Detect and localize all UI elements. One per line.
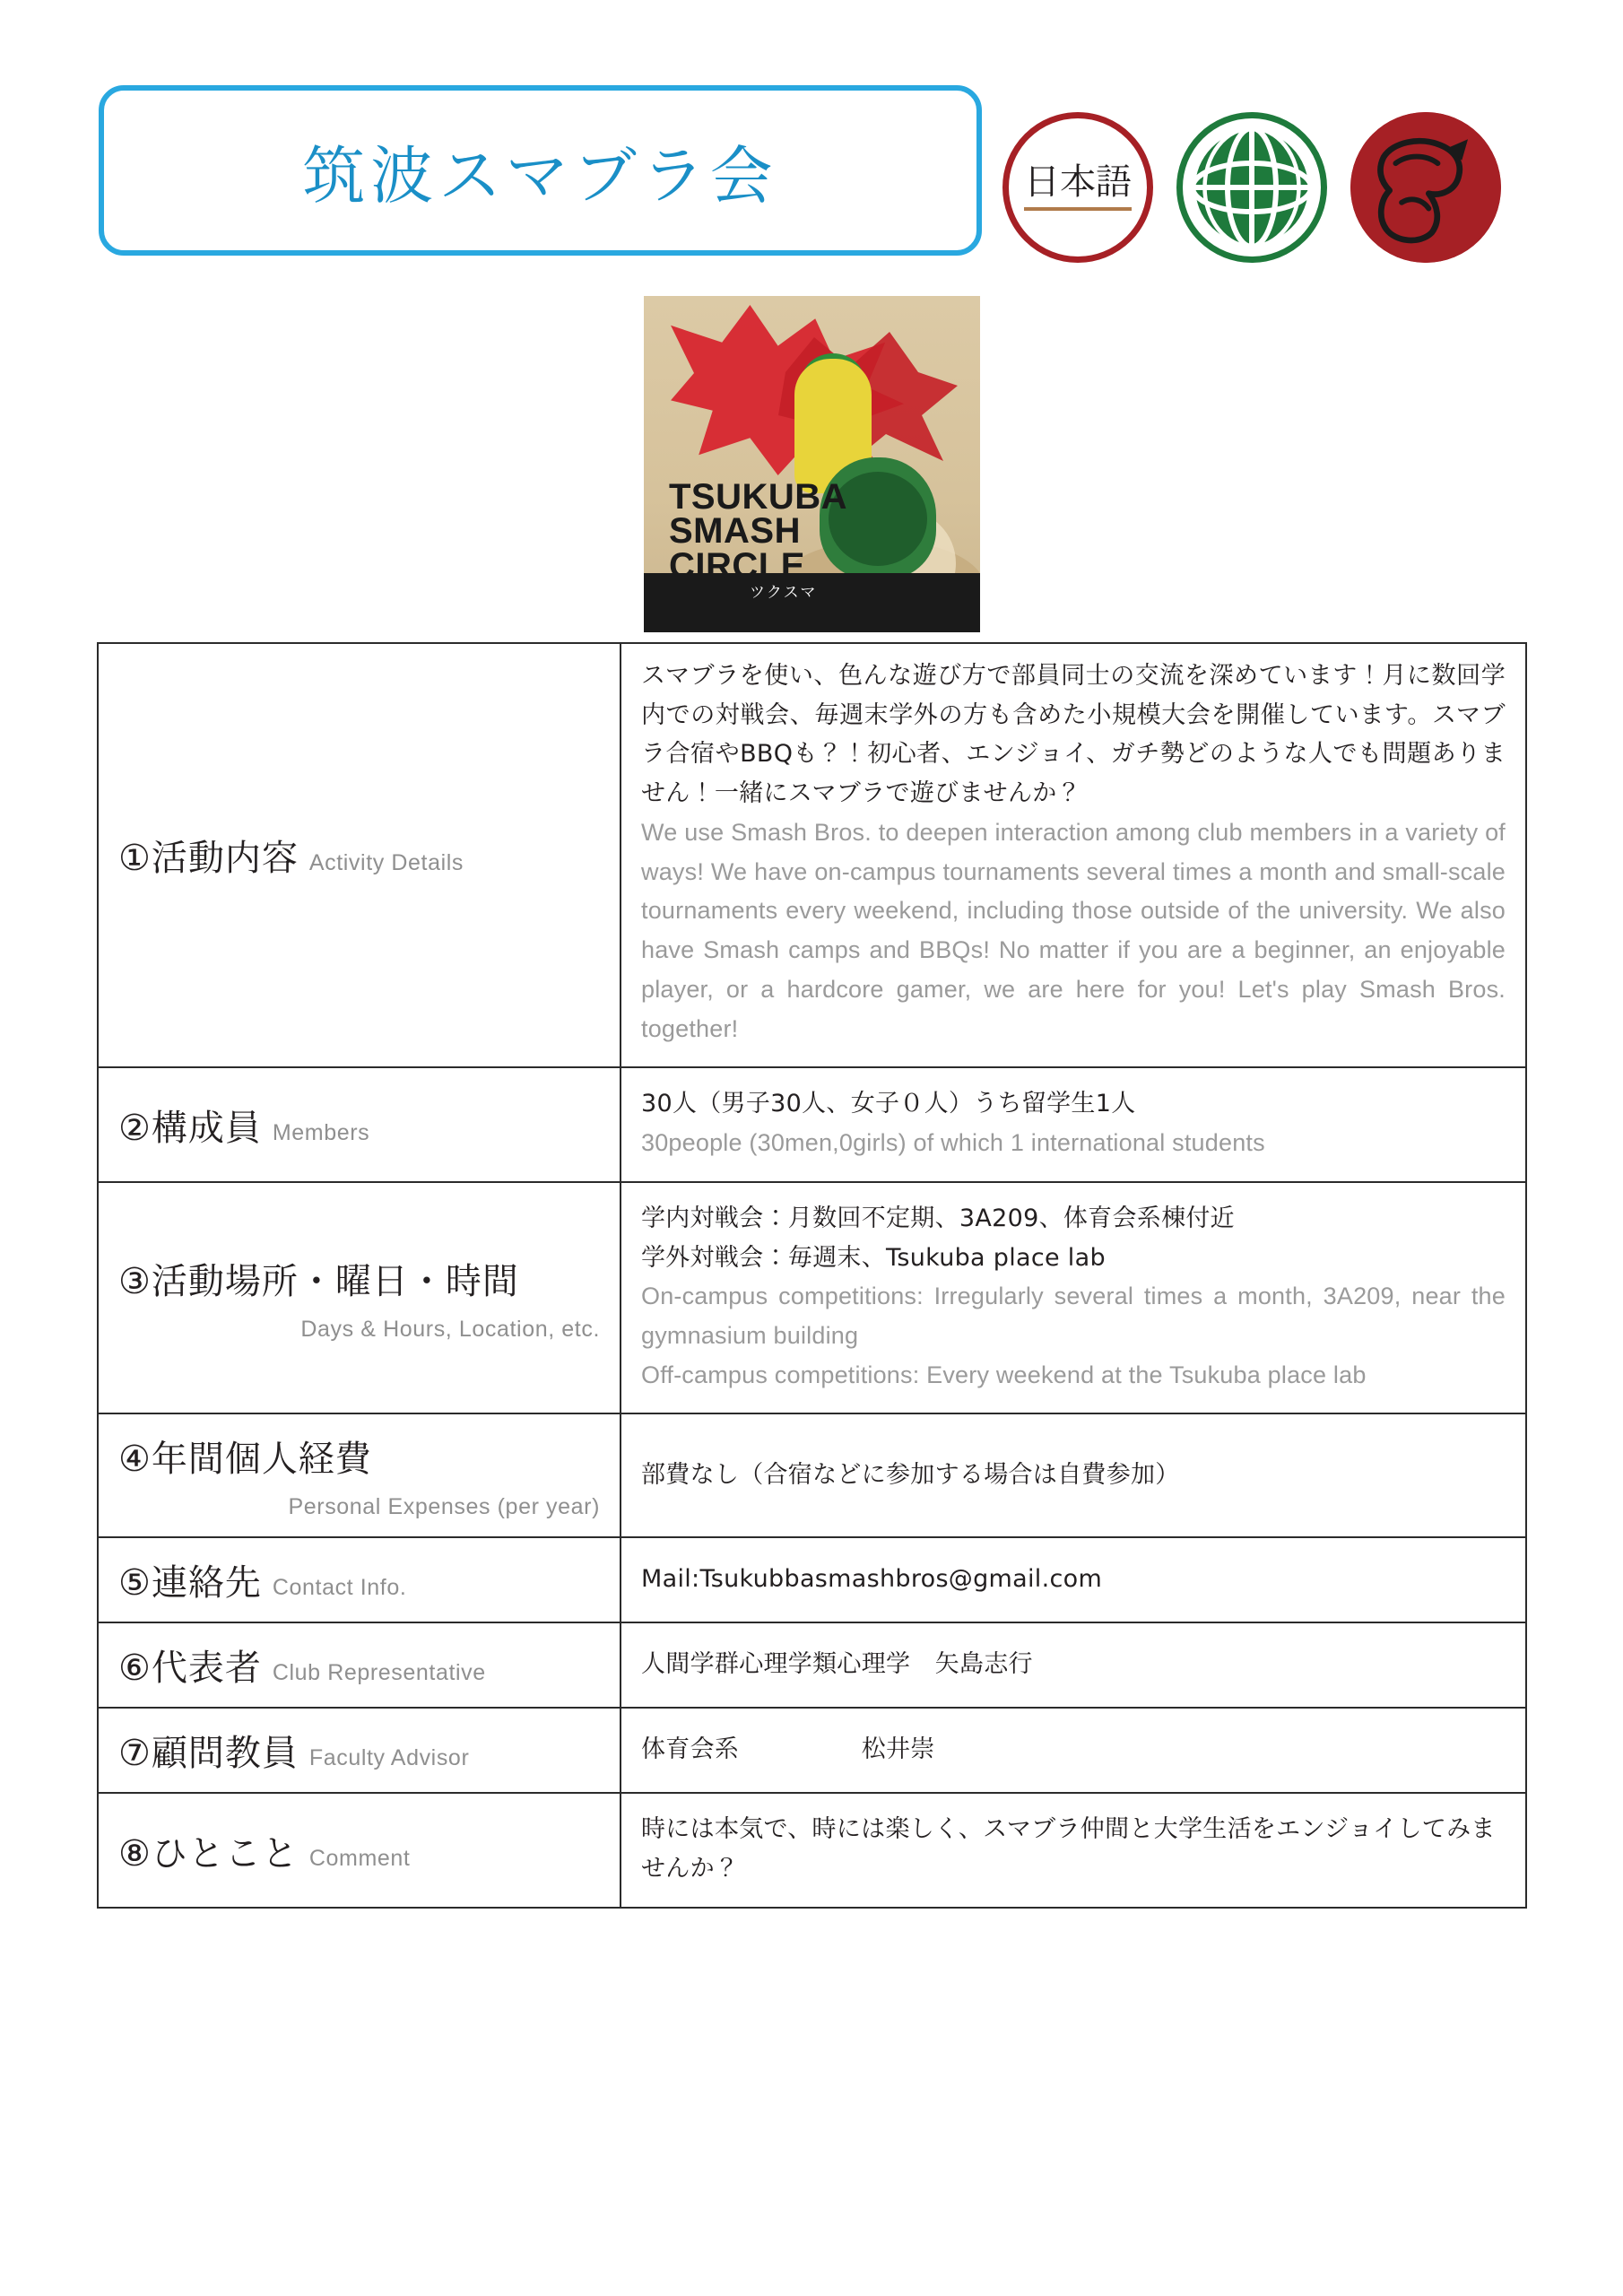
club-poster-image (644, 296, 980, 632)
table-row-club-representative (98, 1622, 1526, 1708)
row-value-faculty-advisor (621, 1708, 1526, 1793)
club-title-box (99, 85, 982, 256)
row-value-days-hours-location (621, 1182, 1526, 1414)
row-number-1: ① (118, 838, 152, 880)
table-row-days-hours-location (98, 1182, 1526, 1414)
row-value-activity-details (621, 643, 1526, 1067)
row-label-en-2: Members (272, 1119, 370, 1145)
row-number-6: ⑥ (118, 1648, 152, 1690)
row-value-club-representative (621, 1622, 1526, 1708)
location-jp-line-2: 学外対戦会：毎週末、Tsukuba place lab (641, 1243, 1106, 1272)
poster-subtitle: ツクスマ (750, 584, 818, 602)
faculty-advisor-jp: 体育会系 松井崇 (641, 1735, 935, 1764)
row-label-en-4: Personal Expenses (per year) (288, 1494, 600, 1520)
row-label-members (98, 1067, 621, 1181)
activity-details-jp: スマブラを使い、色んな遊び方で部員同士の交流を深めています！月に数回学内での対戦会、毎週末学外の方も含めた小規模大会を開催しています。スマブラ合宿やBBQも？！初心者、エンジョイ、ガチ勢どのような人でも問題ありません！一緒にスマブラで遊びませんか？ (641, 662, 1506, 808)
row-label-activity-details (98, 643, 621, 1067)
language-badge (1002, 112, 1153, 263)
row-label-jp-6: 代表者 (151, 1648, 262, 1690)
poster-title-line-1: TSUKUBA (669, 477, 848, 517)
members-jp: 30人（男子30人、女子０人）うち留学生1人 (641, 1090, 1136, 1118)
row-value-members (621, 1067, 1526, 1181)
table-row-members (98, 1067, 1526, 1181)
table-row-contact-info (98, 1537, 1526, 1622)
muscle-arm-icon (1350, 112, 1501, 263)
club-representative-jp: 人間学群心理学類心理学 矢島志行 (641, 1650, 1033, 1679)
row-label-contact-info (98, 1537, 621, 1622)
row-value-comment (621, 1793, 1526, 1907)
page-title: 筑波スマブラ会 (302, 138, 778, 213)
location-jp-line-1: 学内対戦会：月数回不定期、3A209、体育会系棟付近 (641, 1204, 1235, 1232)
row-number-7: ⑦ (118, 1733, 152, 1775)
row-label-jp-8: ひとこと (151, 1832, 299, 1874)
globe-icon (1185, 120, 1319, 255)
row-label-faculty-advisor (98, 1708, 621, 1793)
row-label-en-1: Activity Details (308, 850, 464, 876)
personal-expenses-jp: 部費なし（合宿などに参加する場合は自費参加） (641, 1460, 1180, 1489)
row-label-personal-expenses (98, 1413, 621, 1537)
row-number-4: ④ (118, 1439, 152, 1481)
table-row-personal-expenses (98, 1413, 1526, 1537)
row-label-jp-2: 構成員 (151, 1107, 262, 1149)
poster-title-line-2: SMASH (669, 511, 801, 552)
contact-email[interactable]: Mail:Tsukubbasmashbros@gmail.com (641, 1565, 1103, 1594)
poster-title (669, 477, 848, 586)
row-label-jp-1: 活動内容 (151, 838, 299, 880)
location-en-line-1: On-campus competitions: Irregularly several times a month, 3A209, near the gymnasium building (641, 1283, 1506, 1350)
table-row-comment (98, 1793, 1526, 1907)
row-number-5: ⑤ (118, 1562, 152, 1605)
row-label-club-representative (98, 1622, 621, 1708)
row-label-en-6: Club Representative (272, 1660, 486, 1686)
table-row-faculty-advisor (98, 1708, 1526, 1793)
club-info-table (97, 642, 1527, 1909)
row-label-comment (98, 1793, 621, 1907)
activity-details-en: We use Smash Bros. to deepen interaction among club members in a variety of ways! We have on-campus tournaments several times a month and small-scale tournaments every weekend, including those outside of the university. We also have Smash camps and BBQs! No matter if you are a beginner, an enjoyable player, or a hardcore gamer, we are here for you! Let's play Smash Bros. together! (641, 818, 1506, 1042)
row-label-jp-3: 活動場所・曜日・時間 (151, 1261, 519, 1303)
language-badge-label: 日本語 (1024, 164, 1132, 211)
row-number-3: ③ (118, 1261, 152, 1303)
row-number-8: ⑧ (118, 1832, 152, 1874)
row-label-en-5: Contact Info. (272, 1575, 407, 1601)
row-label-jp-7: 顧問教員 (151, 1733, 299, 1775)
row-value-personal-expenses (621, 1413, 1526, 1537)
location-en-line-2: Off-campus competitions: Every weekend at the Tsukuba place lab (641, 1361, 1367, 1388)
row-value-contact-info (621, 1537, 1526, 1622)
muscle-badge (1350, 112, 1501, 263)
table-row-activity-details (98, 643, 1526, 1067)
globe-badge (1176, 112, 1327, 263)
comment-jp: 時には本気で、時には楽しく、スマブラ仲間と大学生活をエンジョイしてみませんか？ (641, 1815, 1496, 1883)
members-en: 30people (30men,0girls) of which 1 international students (641, 1129, 1265, 1157)
row-label-en-3: Days & Hours, Location, etc. (300, 1317, 600, 1343)
row-label-jp-5: 連絡先 (151, 1562, 262, 1605)
row-label-days-hours-location (98, 1182, 621, 1414)
row-label-en-8: Comment (308, 1845, 411, 1871)
poster-title-line-3: CIRCLE (669, 545, 805, 586)
row-label-jp-4: 年間個人経費 (151, 1439, 372, 1481)
row-number-2: ② (118, 1107, 152, 1149)
row-label-en-7: Faculty Advisor (308, 1745, 470, 1771)
